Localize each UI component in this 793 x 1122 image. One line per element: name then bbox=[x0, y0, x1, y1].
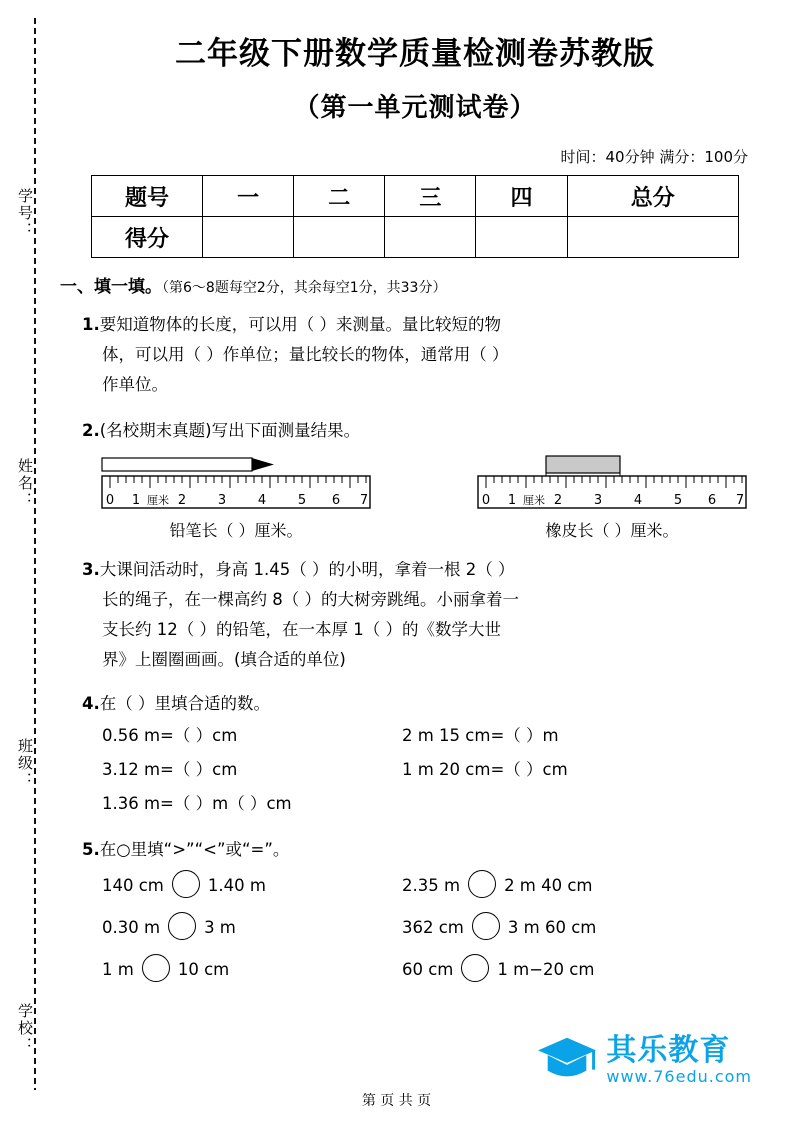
question-4-row-3 bbox=[60, 787, 770, 821]
logo-text-group bbox=[606, 1032, 752, 1086]
question-5-row1-left bbox=[102, 865, 402, 907]
svg-text:1: 1 bbox=[507, 493, 517, 508]
score-table-header-1: 一 bbox=[203, 176, 294, 217]
table-row bbox=[92, 217, 739, 258]
score-cell-3[interactable] bbox=[385, 217, 476, 258]
svg-text:厘米: 厘米 bbox=[523, 494, 545, 507]
compare-circle[interactable] bbox=[468, 870, 496, 898]
question-4-row1-left: 0.56 m=（ ）cm bbox=[102, 726, 238, 745]
question-5-row3-right bbox=[402, 949, 732, 991]
q5-r3-r1: 60 cm bbox=[402, 960, 454, 979]
question-3-line3: 支长约 12（ ）的铅笔，在一本厚 1（ ）的《数学大世 bbox=[102, 620, 501, 639]
section-1-note: （第6～8题每空2分，其余每空1分，共33分） bbox=[162, 280, 447, 296]
question-3-number: 3. bbox=[82, 560, 100, 579]
question-2-line1: (名校期末真题)写出下面测量结果。 bbox=[99, 421, 361, 440]
side-label-group bbox=[6, 18, 36, 1104]
section-1-title: 一、填一填。 bbox=[60, 277, 162, 297]
question-4-number: 4. bbox=[82, 694, 100, 713]
ruler-figures bbox=[60, 446, 770, 541]
eraser-ruler-figure bbox=[472, 452, 752, 541]
question-4 bbox=[60, 689, 770, 719]
compare-circle[interactable] bbox=[472, 912, 500, 940]
question-2-caption-right: 橡皮长（ ）厘米。 bbox=[545, 521, 679, 540]
question-1-line1: 要知道物体的长度，可以用（ ）来测量。量比较短的物 bbox=[99, 315, 501, 334]
question-5-row2-right bbox=[402, 907, 732, 949]
question-5-row-2 bbox=[60, 907, 770, 949]
time-and-score-note: 时间：40分钟 满分：100分 bbox=[560, 148, 748, 166]
score-table bbox=[91, 175, 739, 258]
compare-circle[interactable] bbox=[168, 912, 196, 940]
exam-page bbox=[60, 0, 770, 1122]
q5-r1-r2: 2 m 40 cm bbox=[504, 876, 593, 895]
question-3-line1: 大课间活动时，身高 1.45（ ）的小明，拿着一根 2（ ） bbox=[99, 560, 515, 579]
footer-page-number: 第 页 共 页 bbox=[0, 1090, 793, 1110]
svg-text:7: 7 bbox=[359, 493, 369, 508]
svg-text:3: 3 bbox=[217, 493, 227, 508]
logo-url: www.76edu.com bbox=[606, 1066, 752, 1086]
score-cell-1[interactable] bbox=[203, 217, 294, 258]
question-1-line3: 作单位。 bbox=[102, 375, 168, 394]
question-1-line2: 体，可以用（ ）作单位；量比较长的物体，通常用（ ） bbox=[102, 345, 509, 364]
score-cell-4[interactable] bbox=[476, 217, 567, 258]
question-3-line2: 长的绳子，在一棵高约 8（ ）的大树旁跳绳。小丽拿着一 bbox=[102, 590, 519, 609]
question-4-row3-left: 1.36 m=（ ）m（ ）cm bbox=[102, 794, 292, 813]
score-table-row-label: 得分 bbox=[92, 217, 203, 258]
svg-text:4: 4 bbox=[633, 493, 643, 508]
question-4-row2-left: 3.12 m=（ ）cm bbox=[102, 760, 238, 779]
page-title: 二年级下册数学质量检测卷苏教版 bbox=[175, 36, 655, 72]
graduation-cap-icon bbox=[536, 1032, 598, 1088]
q5-r3-l1: 1 m bbox=[102, 960, 134, 979]
question-4-line1: 在（ ）里填合适的数。 bbox=[99, 694, 270, 713]
question-5-row2-left bbox=[102, 907, 402, 949]
question-3 bbox=[60, 555, 770, 675]
site-logo bbox=[536, 1032, 752, 1088]
eraser-on-ruler-svg bbox=[472, 452, 752, 514]
question-1-number: 1. bbox=[82, 315, 100, 334]
q5-r2-r1: 362 cm bbox=[402, 918, 464, 937]
q5-r1-l1: 140 cm bbox=[102, 876, 164, 895]
svg-text:5: 5 bbox=[297, 493, 307, 508]
question-5-row3-left bbox=[102, 949, 402, 991]
section-1-heading bbox=[60, 272, 770, 297]
svg-text:6: 6 bbox=[331, 493, 341, 508]
question-4-row-2 bbox=[60, 753, 770, 787]
page-subtitle: （第一单元测试卷） bbox=[293, 93, 537, 123]
svg-text:1: 1 bbox=[131, 493, 141, 508]
svg-text:4: 4 bbox=[257, 493, 267, 508]
svg-text:5: 5 bbox=[673, 493, 683, 508]
question-5-row1-right bbox=[402, 865, 732, 907]
score-table-header-2: 二 bbox=[294, 176, 385, 217]
score-table-header-4: 四 bbox=[476, 176, 567, 217]
question-4-row-1 bbox=[60, 719, 770, 753]
q5-r1-r1: 2.35 m bbox=[402, 876, 461, 895]
svg-text:0: 0 bbox=[481, 493, 491, 508]
score-table-header-total: 总分 bbox=[567, 176, 738, 217]
question-2-caption-left: 铅笔长（ ）厘米。 bbox=[169, 521, 303, 540]
question-5-row-1 bbox=[60, 865, 770, 907]
q5-r2-l2: 3 m bbox=[204, 918, 236, 937]
svg-text:2: 2 bbox=[553, 493, 563, 508]
question-4-row2-right: 1 m 20 cm=（ ）cm bbox=[402, 760, 568, 779]
svg-text:3: 3 bbox=[593, 493, 603, 508]
question-4-row1-right: 2 m 15 cm=（ ）m bbox=[402, 726, 559, 745]
compare-circle[interactable] bbox=[172, 870, 200, 898]
score-table-header-label: 题号 bbox=[92, 176, 203, 217]
q5-r2-r2: 3 m 60 cm bbox=[507, 918, 597, 937]
q5-r3-l2: 10 cm bbox=[177, 960, 230, 979]
question-5-number: 5. bbox=[82, 840, 100, 859]
side-label-student-id: 学号： bbox=[16, 188, 34, 239]
logo-name: 其乐教育 bbox=[606, 1032, 731, 1068]
svg-text:厘米: 厘米 bbox=[147, 494, 169, 507]
svg-text:0: 0 bbox=[105, 493, 115, 508]
side-label-class: 班级： bbox=[16, 738, 34, 789]
side-label-name: 姓名： bbox=[16, 458, 34, 509]
score-cell-2[interactable] bbox=[294, 217, 385, 258]
question-2-number: 2. bbox=[82, 421, 100, 440]
q5-r2-l1: 0.30 m bbox=[102, 918, 161, 937]
svg-text:7: 7 bbox=[735, 493, 745, 508]
question-2 bbox=[60, 416, 770, 446]
question-5 bbox=[60, 835, 770, 865]
svg-text:2: 2 bbox=[177, 493, 187, 508]
pencil-on-ruler-svg bbox=[96, 452, 376, 514]
score-table-header-3: 三 bbox=[385, 176, 476, 217]
question-3-line4: 界》上圈圈画画。(填合适的单位) bbox=[102, 650, 346, 669]
question-1 bbox=[60, 310, 770, 400]
question-5-row-3 bbox=[60, 949, 770, 991]
compare-circle[interactable] bbox=[142, 954, 170, 982]
question-5-line1: 在○里填“>”“<”或“=”。 bbox=[99, 840, 290, 859]
q5-r1-l2: 1.40 m bbox=[207, 876, 266, 895]
pencil-ruler-figure bbox=[96, 452, 376, 541]
score-cell-total[interactable] bbox=[567, 217, 738, 258]
side-label-school: 学校： bbox=[16, 1003, 34, 1054]
compare-circle[interactable] bbox=[461, 954, 489, 982]
q5-r3-r2: 1 m−20 cm bbox=[497, 960, 595, 979]
table-row bbox=[92, 176, 739, 217]
svg-text:6: 6 bbox=[707, 493, 717, 508]
